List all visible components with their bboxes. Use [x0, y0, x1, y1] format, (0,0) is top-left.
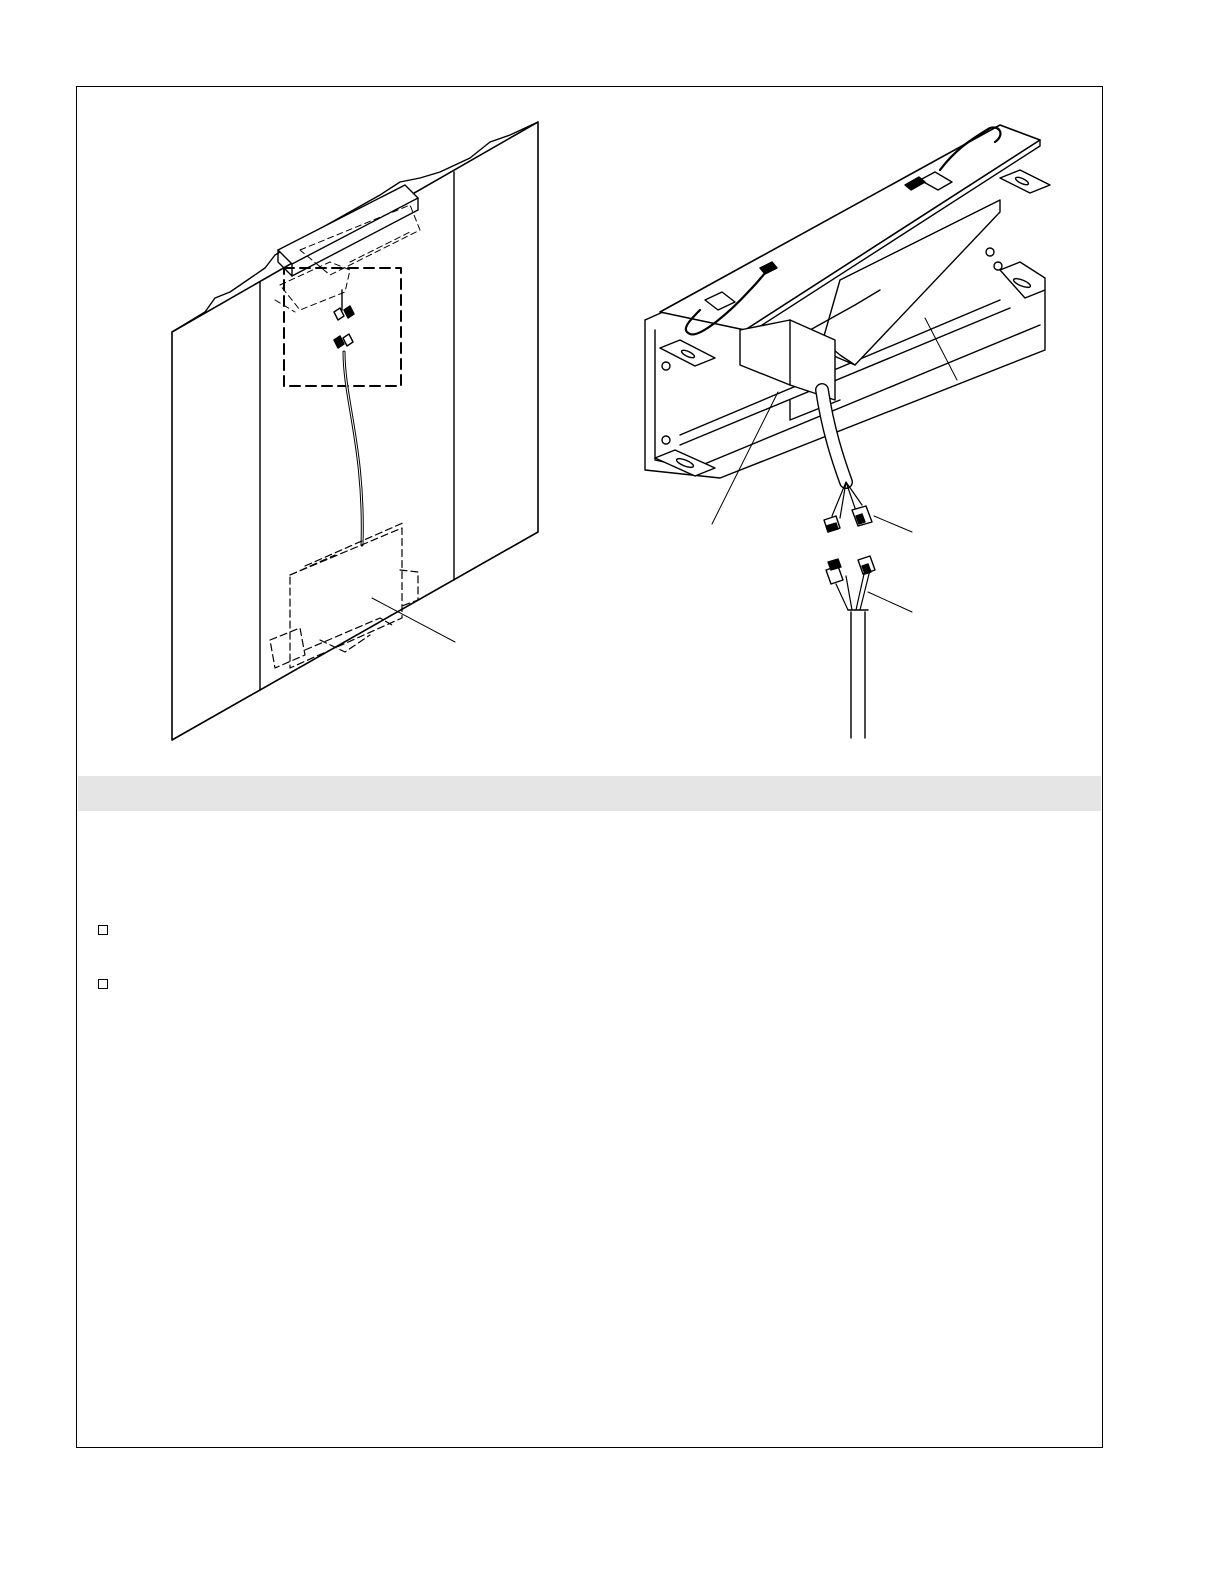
- left-wall-panel-illustration: [172, 122, 538, 740]
- leader-line-connector: [874, 516, 912, 532]
- section-header-band: [78, 776, 1101, 811]
- checkbox-2[interactable]: [98, 979, 108, 989]
- leader-line-supply: [868, 592, 912, 612]
- right-cabinet-illustration: [645, 125, 1050, 738]
- installation-illustration: [0, 0, 1225, 780]
- checkbox-1[interactable]: [98, 925, 108, 935]
- bracket-right-top: [1000, 170, 1050, 193]
- supply-cable: [851, 612, 865, 738]
